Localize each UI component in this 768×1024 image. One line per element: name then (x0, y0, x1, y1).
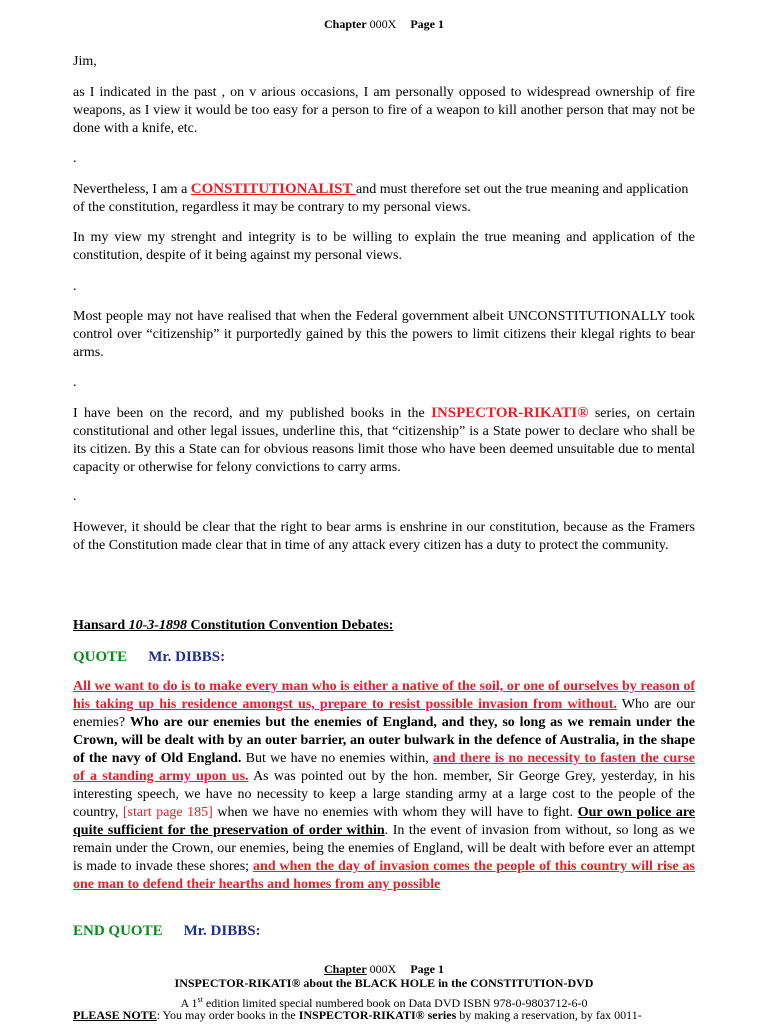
footer-note-text: : You may order books in the (156, 1008, 299, 1022)
dot-separator: . (73, 375, 77, 390)
hansard-post: Constitution Convention Debates: (186, 618, 394, 633)
footer-line-3-pre: A 1 (180, 996, 198, 1010)
quote-seg-8: when we have no enemies with whom they will have to fight. (212, 805, 578, 820)
footer-note-tail: by making a reservation, by fax 0011- (456, 1008, 642, 1022)
quote-page-marker: [start page 185] (122, 805, 213, 820)
header-page-label: Page 1 (410, 17, 444, 31)
quote-seg-1: All we want to do is to make every man who is either a native of the soil, or one of ourselves by reason of his taking up his residence amongst us, prepare to resist possible invasion from without. (73, 679, 695, 712)
paragraph-5-post: series, on certain constitutional and other legal issues, underline this, that “citizenship” is a State power to declare who shall be its citizen. By this a State can for obvious reasons limit those who have been deemed unsuitable due to mental capacity or otherwise for felony convictions to carry arms. (73, 406, 695, 475)
paragraph-6: However, it should be clear that the right to bear arms is enshrine in our constitution, because as the Framers of the Constitution made clear that in time of any attack every citizen has a duty to protect the community. (73, 520, 695, 553)
quote-seg-5: and there is no necessity to fasten the curse of a standing army upon us. (73, 751, 695, 784)
footer-line-1 (0, 962, 768, 976)
header-chapter-number: 000X (369, 17, 397, 31)
quote-body (73, 678, 695, 894)
quote-seg-2: Who are our enemies? (73, 697, 695, 730)
quote-speaker: Mr. DIBBS: (148, 649, 226, 665)
hansard-pre: Hansard (73, 618, 129, 633)
footer-note-series: INSPECTOR-RIKATI® series (298, 1008, 457, 1022)
quote-seg-10: . In the event of invasion from without, so long as we remain under the Crown, our enemies, being the enemies of England, will be dealt with before ever an attempt is made to invade these shores; (73, 823, 695, 874)
paragraph-4: Most people may not have realised that when the Federal government albeit UNCONSTITUTIONALLY took control over “citizenship” it purportedly gained by this the powers to limit citizens their klegal rights to bear arms. (73, 309, 695, 360)
quote-seg-9: Our own police are quite sufficient for the preservation of order within (73, 805, 695, 838)
quote-seg-11: and when the day of invasion comes the people of this country will rise as one man to defend their hearths and homes from any possible (73, 859, 695, 892)
quote-seg-3: Who are our enemies but the enemies of England, and they, so long as we remain under the Crown, will be dealt with by an outer barrier, an outer bulwark in the defence of Australia, in the shape of the navy of Old England. (73, 715, 695, 766)
dot-separator: . (73, 489, 77, 504)
footer-note-label: PLEASE NOTE (73, 1008, 157, 1022)
paragraph-3: In my view my strenght and integrity is to be willing to explain the true meaning and application of the constitution, despite of it being against my personal views. (73, 230, 695, 263)
quote-seg-4: But we have no enemies within, (241, 751, 433, 766)
paragraph-2 (73, 180, 695, 217)
series-highlight: INSPECTOR-RIKATI® (431, 405, 589, 421)
end-quote-label: END QUOTE (73, 923, 163, 939)
hansard-heading (73, 617, 695, 635)
constitutionalist-highlight: CONSTITUTIONALIST (190, 181, 356, 197)
footer-page-label: Page 1 (410, 962, 444, 976)
quote-end (73, 922, 695, 941)
quote-start (73, 648, 695, 667)
footer-line-3-post: edition limited special numbered book on Data DVD ISBN 978-0-9803712-6-0 (202, 996, 588, 1010)
paragraph-2-post: and must therefore set out the true meaning and application of the constitution, regardless it may be contrary to my personal views. (73, 182, 689, 215)
quote-label: QUOTE (73, 649, 128, 665)
page-header (0, 17, 768, 32)
footer-chapter-number: 000X (369, 962, 397, 976)
greeting: Jim, (73, 54, 97, 69)
paragraph-5 (73, 404, 695, 477)
end-quote-speaker: Mr. DIBBS: (183, 923, 261, 939)
footer-chapter-label: Chapter (324, 962, 367, 976)
header-chapter-label: Chapter (324, 17, 367, 31)
footer-line-2: INSPECTOR-RIKATI® about the BLACK HOLE in the CONSTITUTION-DVD (174, 976, 594, 990)
paragraph-5-pre: I have been on the record, and my published books in the (73, 406, 432, 421)
footer-line-3-sup: st (197, 995, 203, 1004)
quote-seg-6: As was pointed out by the hon. member, Sir George Grey, yesterday, in his interesting speech, we have no necessity to keep a large standing army at a large cost to the people of the country, (73, 769, 695, 820)
paragraph-2-pre: Nevertheless, I am a (73, 182, 191, 197)
footer-note (73, 1008, 695, 1022)
hansard-date: 10-3-1898 (128, 618, 187, 633)
dot-separator: . (73, 279, 77, 294)
dot-separator: . (73, 151, 77, 166)
paragraph-1: as I indicated in the past , on v arious occasions, I am personally opposed to widespread ownership of fire weapons, as I view it would be too easy for a person to fire of a weapon to kill another person that may not be done with a knife, etc. (73, 85, 695, 136)
